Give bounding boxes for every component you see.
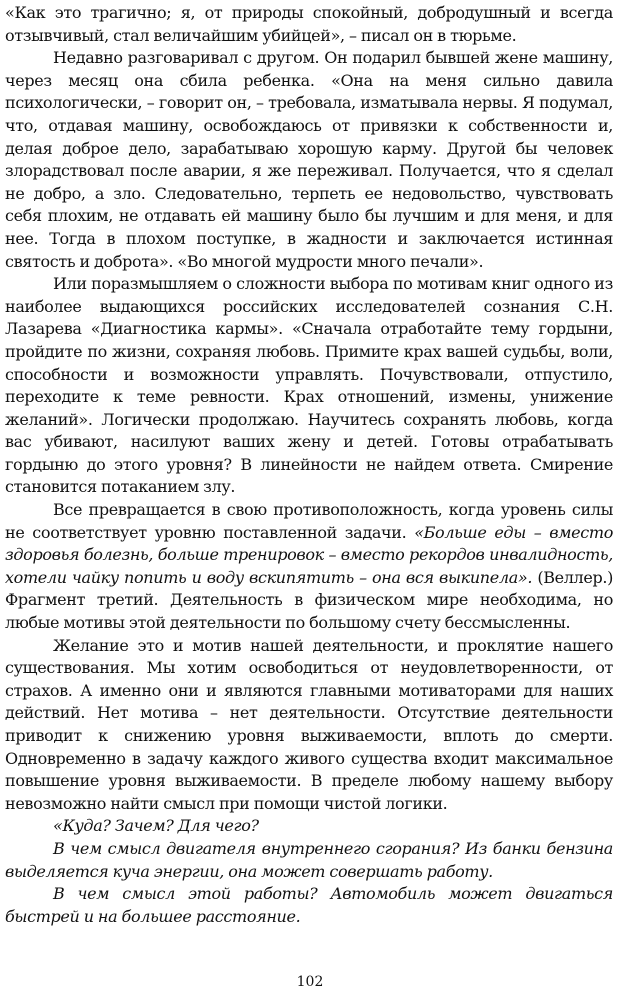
paragraph-4 (5, 499, 613, 635)
paragraph-8-work: В чем смысл этой работы? Автомобиль может двигаться быстрей и на большее расстояние. (5, 884, 613, 926)
paragraph-2: Недавно разговаривал с другом. Он подарил бывшей жене машину, через месяц она сбила ребенка. «Она на меня сильно давила психологически, – говорит он, – требовала, изматывала нервы. Я подумал, что, отдавая машину, освобождаюсь от привязки к собственности и, делая доброе дело, зарабатываю хорошую карму. Другой бы человек злорадствовал после аварии, я же переживал. Получается, что я сделал не добро, а зло. Следовательно, терпеть ее недовольство, чувствовать себя плохим, не отдавать ей машину было бы лучшим и для меня, и для нее. Тогда в плохом поступке, в жадности и заключается истинная святость и доброта». «Во многой мудрости много печали». (5, 48, 613, 271)
paragraph-5: Желание это и мотив нашей деятельности, и проклятие нашего существования. Мы хотим освободиться от неудовлетворенности, от страхов. А именно они и являются главными мотиваторами для наших действий. Нет мотива – нет деятельности. Отсутствие деятельности приводит к снижению уровня выживаемости, вплоть до смерти. Одновременно в задачу каждого живого существа входит максимальное повышение уровня выживаемости. В пределе любому нашему выбору невозможно найти смысл при помощи чистой логики. (5, 635, 613, 813)
page-number: 102 (296, 974, 324, 990)
paragraph-4-quote: «Больше еды – вместо здоровья болезнь, больше тренировок – вместо рекордов инвалидность, хотели чайку попить и воду вскипятить – она вся выкипела». (5, 522, 613, 587)
paragraph-4-text-after: (Веллер.) Фрагмент третий. Деятельность в физическом мире необходима, но любые мотивы этой деятельности по большому счету бессмысленны. (5, 567, 613, 633)
paragraph-1: «Как это трагично; я, от природы спокойный, добродушный и всегда отзывчивый, стал величайшим убийцей», – писал он в тюрьме. (5, 3, 613, 45)
paragraph-3: Или поразмышляем о сложности выбора по мотивам книг одного из наиболее выдающихся российских исследователей сознания С.Н. Лазарева «Диагностика кармы». «Сначала отработайте тему гордыни, пройдите по жизни, сохраняя любовь. Примите крах вашей судьбы, воли, способности и возможности управлять. Почувствовали, отпустило, переходите к теме ревности. Крах отношений, измены, унижение желаний». Логически продолжаю. Научитесь сохранять любовь, когда вас убивают, насилуют ваших жену и детей. Готовы отрабатывать гордыню до этого уровня? В линейности не найдем ответа. Смирение становится потаканием злу. (5, 274, 613, 497)
paragraph-6-question: «Куда? Зачем? Для чего? (53, 816, 259, 836)
body-text (5, 2, 613, 928)
paragraph-7-engine: В чем смысл двигателя внутреннего сгорания? Из банки бензина выделяется куча энергии, она может совершать работу. (5, 838, 613, 881)
paragraph-4-text-before: Все превращается в свою противоположность, когда уровень силы не соответствует уровню поставленной задачи. (5, 500, 613, 542)
